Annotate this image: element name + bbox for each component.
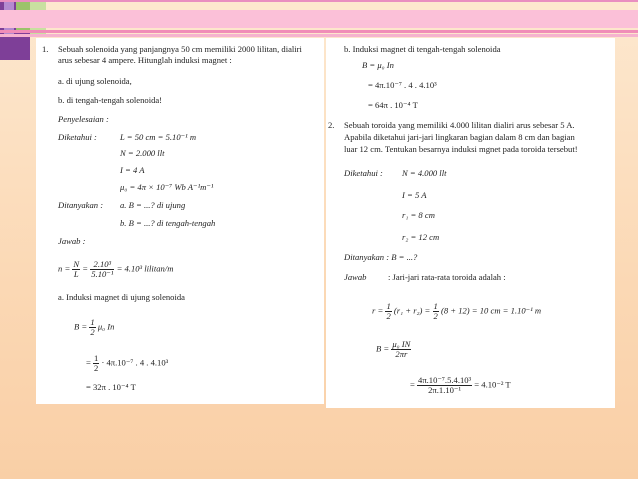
n-lhs: n =: [58, 263, 71, 274]
B2-pre: =: [410, 379, 415, 390]
q2-given-r2: r₂ = 12 cm: [402, 232, 440, 242]
part-a-formula: [74, 318, 114, 337]
part-b-heading: b. Induksi magnet di tengah-tengah solenoida: [344, 44, 501, 54]
q1-option-a: a. di ujung solenoida,: [58, 76, 132, 86]
n-f2-num: 2.10³: [90, 260, 114, 270]
part-a-heading: a. Induksi magnet di ujung solenoida: [58, 292, 185, 302]
q2-text-line2: Apabila diketahui jari-jari lingkaran bagian dalam 8 cm dan bagian: [344, 132, 575, 142]
q2-text-line3: luar 12 cm. Tentukan besarnya induksi mgnet pada toroida tersebut!: [344, 144, 578, 154]
a-expr2: · 4π.10⁻⁷ . 4 . 4.10³: [101, 357, 169, 368]
asked-a: a. B = ...? di ujung: [120, 200, 186, 210]
pink-band: [0, 10, 638, 28]
a-half-num-2: 1: [94, 353, 99, 363]
given-I: I = 4 A: [120, 165, 145, 175]
given-mu: μ₀ = 4π × 10⁻⁷ Wb A⁻¹m⁻¹: [120, 182, 214, 192]
n-fraction-1: [72, 260, 80, 279]
r-half-num-2: 1: [433, 301, 438, 311]
toroid-formula: [376, 340, 411, 359]
r-half-den-2: 2: [433, 311, 438, 321]
asked-b: b. B = ...? di tengah-tengah: [120, 218, 216, 228]
q2-diketahui-label: Diketahui :: [344, 168, 383, 178]
q2-ditanyakan: Ditanyakan : B = ...?: [344, 252, 418, 262]
a-expr1: μ₀ In: [97, 321, 115, 332]
n-f1-den: L: [73, 269, 79, 279]
r-equation: [372, 302, 541, 321]
n-equation: n = $\frac{N}{L}$ = $\frac{\text{2.10³}}{\text{5.10⁻¹}}$ = 4.10³ lilitan/m: [58, 259, 174, 279]
r-mid2: (8 + 12) = 10 cm = 1.10⁻¹ m: [440, 305, 542, 316]
top-stripe: [0, 0, 638, 2]
a-half-den-2: 2: [94, 363, 99, 373]
a-B: B =: [74, 321, 88, 332]
q2-given-r1: r₁ = 8 cm: [402, 210, 435, 220]
a-expr2-pre: =: [86, 357, 91, 368]
jawab-label: Jawab :: [58, 236, 86, 246]
given-L: L = 50 cm = 5.10⁻¹ m: [120, 132, 197, 142]
toroid-substitution: [410, 376, 511, 395]
n-f1-num: N: [73, 259, 80, 269]
q2-text-line1: Sebuah toroida yang memiliki 4.000 lilitan dialiri arus sebesar 5 A.: [344, 120, 575, 130]
r-half-num: 1: [386, 301, 391, 311]
q2-given-I: I = 5 A: [402, 190, 427, 200]
given-N: N = 2.000 llt: [120, 148, 165, 158]
left-page: [36, 38, 324, 404]
a-half-fraction: [89, 318, 95, 337]
B-num: μ₀ IN: [392, 339, 411, 349]
q1-option-b: b. di tengah-tengah solenoida!: [58, 95, 163, 105]
a-half-fraction-2: [93, 354, 99, 373]
q1-text-line2: arus sebesar 4 ampere. Hitunglah induksi magnet :: [58, 55, 232, 65]
q1-text-line1: Sebuah solenoida yang panjangnya 50 cm memiliki 2000 lilitan, dialiri: [58, 44, 302, 54]
penyelesaian-heading: Penyelesaian :: [58, 114, 109, 124]
n-fraction-2: [90, 260, 114, 279]
pink-line-light: [0, 34, 638, 37]
q2-jawab-text: : Jari-jari rata-rata toroida adalah :: [388, 272, 506, 282]
n-f2-den: 5.10⁻¹: [91, 269, 114, 279]
B-den: 2πr: [395, 349, 408, 359]
q2-given-N: N = 4.000 llt: [402, 168, 447, 178]
q2-number: 2.: [328, 120, 335, 130]
ditanyakan-label: Ditanyakan :: [58, 200, 104, 210]
B2-den: 2π.1.10⁻¹: [428, 385, 462, 395]
q1-number: 1.: [42, 44, 49, 54]
a-half-num: 1: [90, 317, 95, 327]
q2-jawab-label: Jawab: [344, 272, 367, 282]
r-lhs: r =: [372, 305, 384, 316]
r-half-fraction-2: [433, 302, 439, 321]
part-a-substitution: [86, 354, 168, 373]
B2-num: 4π.10⁻⁷.5.4.10³: [418, 375, 472, 385]
a-half-den: 2: [90, 327, 95, 337]
part-b-result: = 64π . 10⁻⁴ T: [368, 100, 418, 110]
n-result: = 4.10³ lilitan/m: [116, 263, 174, 274]
B2-fraction: [417, 376, 472, 395]
B2-result: = 4.10⁻² T: [474, 379, 511, 390]
part-a-result: = 32π . 10⁻⁴ T: [86, 382, 136, 392]
r-half-fraction-1: [385, 302, 391, 321]
diketahui-label: Diketahui :: [58, 132, 97, 142]
r-half-den: 2: [386, 311, 391, 321]
right-page: [326, 38, 615, 408]
pink-line: [0, 30, 638, 33]
part-b-formula: B = μ₀ In: [362, 60, 394, 70]
B-fraction: [391, 340, 411, 359]
part-b-substitution: = 4π.10⁻⁷ . 4 . 4.10³: [368, 80, 437, 90]
B-lhs: B =: [376, 343, 390, 354]
r-mid1: (r₁ + r₂) =: [393, 305, 431, 316]
